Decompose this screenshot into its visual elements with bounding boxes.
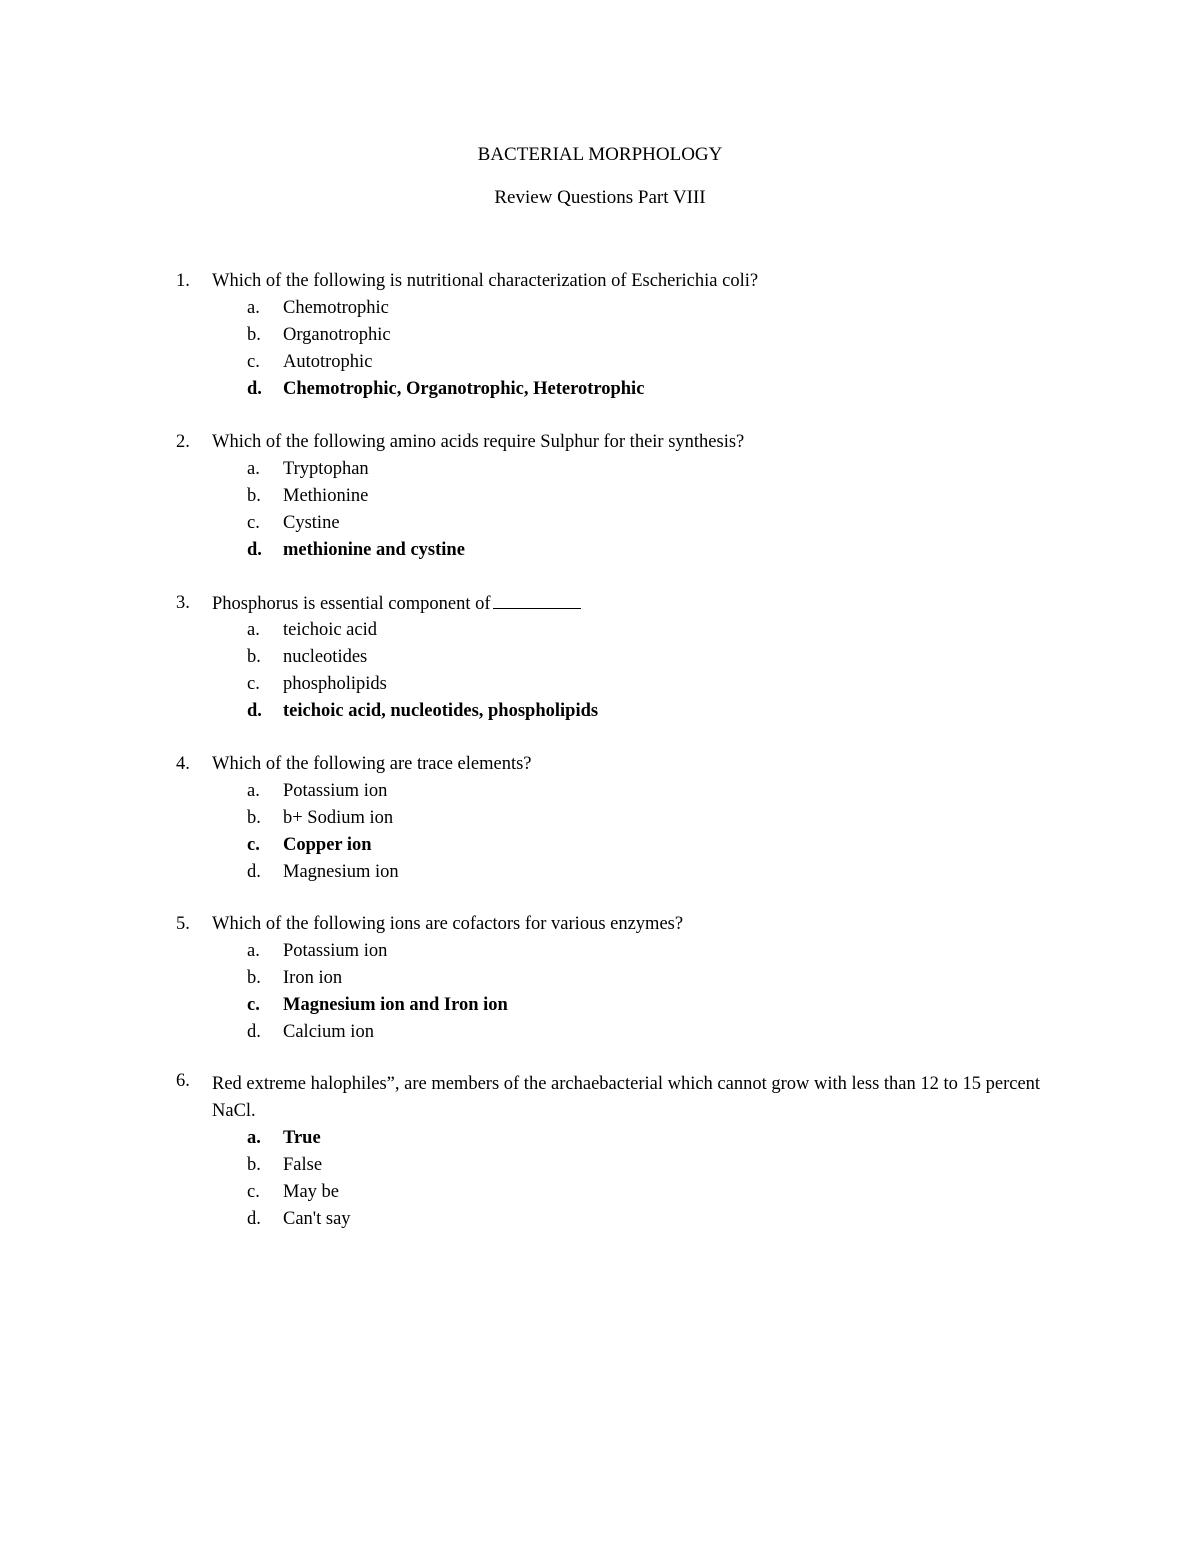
option-letter: a. bbox=[247, 781, 260, 801]
option-letter: b. bbox=[247, 486, 261, 506]
option-text: Autotrophic bbox=[283, 352, 373, 372]
option-text: Magnesium ion and Iron ion bbox=[283, 995, 508, 1015]
option-letter: d. bbox=[247, 1022, 261, 1042]
option-text: teichoic acid bbox=[283, 620, 377, 640]
option-text: Potassium ion bbox=[283, 941, 388, 961]
option-text: Chemotrophic, Organotrophic, Heterotrophic bbox=[283, 379, 645, 399]
option-letter: b. bbox=[247, 647, 261, 667]
option-a bbox=[0, 456, 1200, 483]
option-letter: a. bbox=[247, 1128, 261, 1148]
document-title: BACTERIAL MORPHOLOGY bbox=[477, 144, 723, 165]
option-d-correct bbox=[0, 537, 1200, 564]
option-text: Methionine bbox=[283, 486, 369, 506]
option-a bbox=[0, 617, 1200, 644]
option-letter: b. bbox=[247, 1155, 261, 1175]
option-letter: b. bbox=[247, 968, 261, 988]
question-1 bbox=[0, 268, 1200, 403]
option-c bbox=[0, 1179, 1200, 1206]
option-letter: d. bbox=[247, 1209, 261, 1229]
option-text: Cystine bbox=[283, 513, 340, 533]
question-number: 1. bbox=[176, 271, 190, 291]
question-text: Which of the following is nutritional characterization of Escherichia coli? bbox=[212, 271, 759, 291]
option-a bbox=[0, 938, 1200, 965]
option-letter: a. bbox=[247, 459, 260, 479]
option-text: b+ Sodium ion bbox=[283, 808, 394, 828]
question-text: Red extreme halophiles”, are members of the archaebacterial which cannot grow with less than 12 to 15 percent NaCl. bbox=[212, 1074, 1041, 1121]
option-b bbox=[0, 483, 1200, 510]
option-letter: c. bbox=[247, 995, 260, 1015]
question-text: Which of the following amino acids require Sulphur for their synthesis? bbox=[212, 432, 745, 452]
option-d bbox=[0, 1019, 1200, 1046]
question-text: Phosphorus is essential component of bbox=[212, 594, 491, 614]
option-d-correct bbox=[0, 376, 1200, 403]
question-number: 6. bbox=[176, 1071, 190, 1091]
option-text: Magnesium ion bbox=[283, 862, 399, 882]
option-letter: a. bbox=[247, 941, 260, 961]
question-6 bbox=[0, 1071, 1200, 1233]
option-letter: c. bbox=[247, 1182, 260, 1202]
option-c-correct bbox=[0, 992, 1200, 1019]
option-a bbox=[0, 295, 1200, 322]
option-text: Tryptophan bbox=[283, 459, 369, 479]
document-subtitle: Review Questions Part VIII bbox=[494, 187, 706, 208]
option-d-correct bbox=[0, 698, 1200, 725]
fill-in-blank bbox=[493, 590, 581, 609]
option-text: True bbox=[283, 1128, 321, 1148]
option-text: Copper ion bbox=[283, 835, 372, 855]
option-letter: b. bbox=[247, 325, 261, 345]
option-letter: d. bbox=[247, 862, 261, 882]
option-text: Potassium ion bbox=[283, 781, 388, 801]
option-c bbox=[0, 671, 1200, 698]
question-number: 5. bbox=[176, 914, 190, 934]
question-number: 4. bbox=[176, 754, 190, 774]
option-text: methionine and cystine bbox=[283, 540, 465, 560]
option-letter: d. bbox=[247, 379, 262, 399]
option-b bbox=[0, 805, 1200, 832]
option-d bbox=[0, 1206, 1200, 1233]
option-text: May be bbox=[283, 1182, 339, 1202]
option-letter: d. bbox=[247, 701, 262, 721]
option-c bbox=[0, 510, 1200, 537]
option-letter: d. bbox=[247, 540, 262, 560]
option-text: phospholipids bbox=[283, 674, 387, 694]
option-text: False bbox=[283, 1155, 323, 1175]
option-text: Iron ion bbox=[283, 968, 343, 988]
option-c bbox=[0, 349, 1200, 376]
option-b bbox=[0, 322, 1200, 349]
question-text: Which of the following ions are cofactors for various enzymes? bbox=[212, 914, 684, 934]
option-c-correct bbox=[0, 832, 1200, 859]
option-letter: b. bbox=[247, 808, 261, 828]
question-number: 3. bbox=[176, 593, 190, 613]
option-letter: c. bbox=[247, 674, 260, 694]
option-letter: c. bbox=[247, 352, 260, 372]
option-letter: a. bbox=[247, 620, 260, 640]
question-2 bbox=[0, 429, 1200, 564]
option-letter: c. bbox=[247, 835, 260, 855]
option-a-correct bbox=[0, 1125, 1200, 1152]
option-b bbox=[0, 644, 1200, 671]
option-text: Calcium ion bbox=[283, 1022, 374, 1042]
option-letter: c. bbox=[247, 513, 260, 533]
question-5 bbox=[0, 911, 1200, 1046]
question-number: 2. bbox=[176, 432, 190, 452]
question-text-line bbox=[212, 590, 1042, 618]
option-text: teichoic acid, nucleotides, phospholipids bbox=[283, 701, 599, 721]
option-b bbox=[0, 1152, 1200, 1179]
option-text: Organotrophic bbox=[283, 325, 391, 345]
option-a bbox=[0, 778, 1200, 805]
question-4 bbox=[0, 751, 1200, 886]
option-text: Chemotrophic bbox=[283, 298, 389, 318]
question-3 bbox=[0, 590, 1200, 725]
option-letter: a. bbox=[247, 298, 260, 318]
option-text: nucleotides bbox=[283, 647, 368, 667]
question-text: Which of the following are trace elements? bbox=[212, 754, 532, 774]
option-d bbox=[0, 859, 1200, 886]
option-b bbox=[0, 965, 1200, 992]
option-text: Can't say bbox=[283, 1209, 351, 1229]
